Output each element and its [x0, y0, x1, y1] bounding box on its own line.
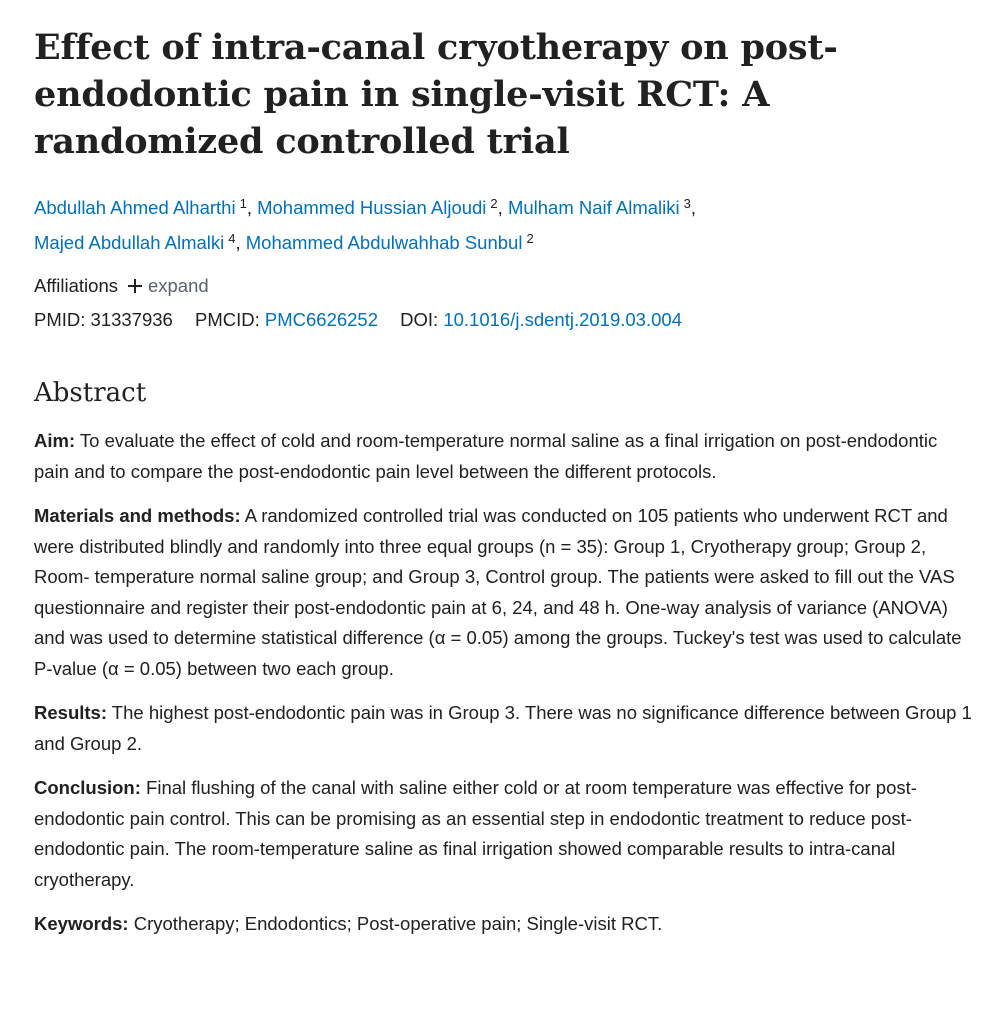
affiliation-ref[interactable]: 2	[490, 196, 498, 211]
plus-icon	[128, 279, 142, 293]
affiliations-row	[34, 272, 974, 300]
conclusion-text: Final flushing of the canal with saline either cold or at room temperature was effective for post-endodontic pain control. This can be promising as an essential step in endodontic treatment to reduce post-endodontic pain. The room-temperature saline as final irrigation showed comparable results to intra-canal cryotherapy.	[34, 777, 917, 890]
aim-label: Aim:	[34, 430, 76, 451]
pmid-value: 31337936	[90, 309, 173, 330]
keywords-label: Keywords:	[34, 913, 129, 934]
pmid-label: PMID:	[34, 309, 86, 330]
abstract-aim	[34, 426, 974, 487]
author-link[interactable]: Mulham Naif Almaliki	[507, 197, 680, 218]
expand-label: expand	[147, 275, 209, 296]
author-separator: ,	[497, 197, 508, 218]
abstract-results	[34, 698, 974, 759]
author-link[interactable]: Mohammed Abdulwahhab Sunbul	[245, 232, 523, 253]
conclusion-label: Conclusion:	[34, 777, 141, 798]
author-link[interactable]: Mohammed Hussian Aljoudi	[257, 197, 487, 218]
author-separator: ,	[235, 232, 246, 253]
pmid-group	[34, 309, 178, 330]
affiliation-ref[interactable]: 3	[683, 196, 691, 211]
affiliations-label: Affiliations	[34, 275, 118, 296]
doi-link[interactable]: 10.1016/j.sdentj.2019.03.004	[443, 309, 682, 330]
author-link[interactable]: Majed Abdullah Almalki	[34, 232, 225, 253]
abstract-body	[34, 426, 974, 940]
identifiers-row	[34, 306, 974, 334]
results-label: Results:	[34, 702, 107, 723]
article-title: Effect of intra-canal cryotherapy on post-endodontic pain in single-visit RCT: A randomized controlled trial	[34, 27, 838, 162]
aim-text: To evaluate the effect of cold and room-temperature normal saline as a final irrigation on post-endodontic pain and to compare the post-endodontic pain level between the different protocols.	[34, 430, 938, 482]
pmcid-group	[195, 309, 383, 330]
methods-label: Materials and methods:	[34, 505, 241, 526]
affiliation-ref[interactable]: 2	[526, 231, 534, 246]
affiliations-expand-button[interactable]	[128, 272, 209, 300]
affiliation-ref[interactable]: 1	[239, 196, 247, 211]
abstract-methods	[34, 501, 974, 684]
abstract-heading: Abstract	[34, 378, 147, 408]
author-list	[34, 188, 974, 258]
article-page	[34, 24, 974, 940]
pmcid-label: PMCID:	[194, 309, 260, 330]
abstract-conclusion	[34, 773, 974, 895]
abstract-keywords	[34, 909, 974, 940]
affiliation-ref[interactable]: 4	[228, 231, 236, 246]
author-separator: ,	[246, 197, 258, 218]
results-text: The highest post-endodontic pain was in Group 3. There was no significance difference between Group 1 and Group 2.	[34, 702, 972, 754]
doi-label: DOI:	[400, 309, 439, 330]
pmcid-link[interactable]: PMC6626252	[264, 309, 379, 330]
author-separator: ,	[690, 197, 696, 218]
keywords-text: Cryotherapy; Endodontics; Post-operative pain; Single-visit RCT.	[128, 913, 663, 934]
methods-text: A randomized controlled trial was conducted on 105 patients who underwent RCT and were distributed blindly and randomly into three equal groups (n = 35): Group 1, Cryotherapy group; Group 2, Room- temperature normal saline group; and Group 3, Control group. The patients were asked to fill out the VAS questionnaire and register their post-endodontic pain at 6, 24, and 48 h. One-way analysis of variance (ANOVA) and was used to determine statistical difference (α = 0.05) among the groups. Tuckey's test was used to calculate P-value (α = 0.05) between two each group.	[34, 505, 962, 679]
doi-group	[400, 309, 682, 330]
author-link[interactable]: Abdullah Ahmed Alharthi	[34, 197, 236, 218]
